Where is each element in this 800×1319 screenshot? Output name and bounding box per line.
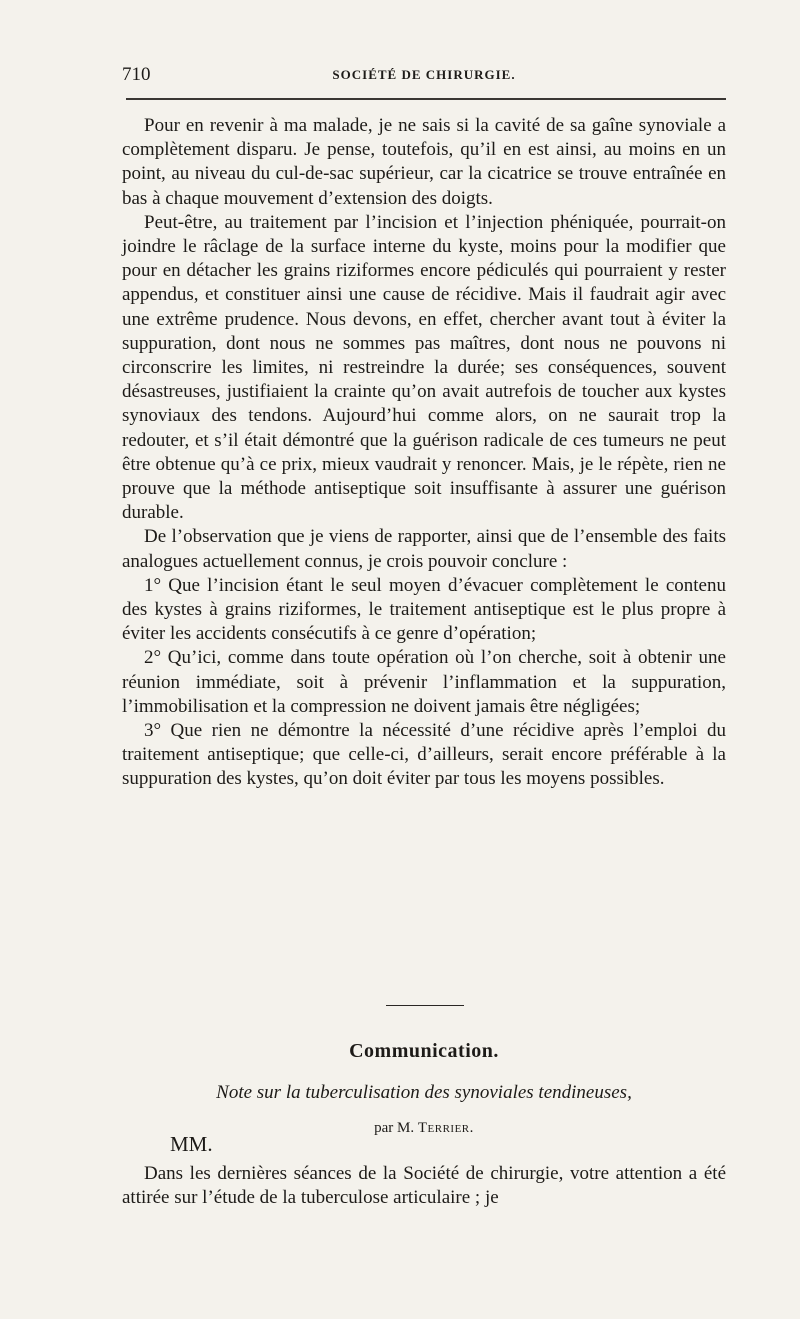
section-separator [386, 1005, 464, 1006]
running-head [122, 64, 726, 92]
paragraph: De l’observation que je viens de rapporter, ainsi que de l’ensemble des faits analogues actuellement connus, je crois pouvoir conclure : [122, 526, 726, 572]
conclusion-item: 3° Que rien ne démontre la nécessité d’une récidive après l’emploi du traitement antiseptique; que celle-ci, d’ailleurs, serait encore préférable à la suppuration des kystes, qu’on doit éviter par tous les moyens possibles. [122, 720, 726, 790]
paragraph: Dans les dernières séances de la Société de chirurgie, votre attention a été attirée sur l’étude de la tuberculose articulaire ; je [122, 1163, 726, 1209]
section-heading: Communication. [349, 1040, 499, 1062]
running-title: SOCIÉTÉ DE CHIRURGIE. [332, 67, 516, 82]
closing-text [122, 1162, 726, 1210]
note-title: Note sur la tuberculisation des synoviales tendineuses, [216, 1082, 632, 1103]
conclusion-item: 1° Que l’incision étant le seul moyen d’évacuer complètement le contenu des kystes à grains riziformes, le traitement antiseptique est le plus propre à éviter les accidents consécutifs à ce genre d’opération; [122, 574, 726, 645]
paragraph: Pour en revenir à ma malade, je ne sais si la cavité de sa gaîne synoviale a complètement disparu. Je pense, toutefois, qu’il en est ainsi, au moins en un point, au niveau du cul-de-sac supérieur, car la cicatrice se trouve entraînée en bas à chaque mouvement d’extension des doigts. [122, 115, 726, 209]
body-text [122, 114, 726, 792]
conclusion-item: 2° Qu’ici, comme dans toute opération où l’on cherche, soit à obtenir une réunion immédiate, soit à prévenir l’inflammation et la suppuration, l’immobilisation et la compression ne doivent jamais être négligées; [122, 647, 726, 717]
salutation: MM. [170, 1132, 213, 1156]
author-prefix: par M. [374, 1120, 415, 1136]
page-number: 710 [122, 64, 151, 85]
paragraph: Peut-être, au traitement par l’incision et l’injection phéniquée, pourrait-on joindre le râclage de la surface interne du kyste, moins pour la modifier que pour en détacher les grains riziformes encore pédiculés qui pourraient y rester appendus, et constituer ainsi une cause de récidive. Mais il faudrait agir avec une extrême prudence. Nous devons, en effet, chercher avant tout à éviter la suppuration, dont nous ne sommes pas maîtres, dont nous ne pouvons ni circonscrire les limites, ni restreindre la durée; ses conséquences, souvent désastreuses, justifiaient la crainte qu’on avait autrefois de toucher aux kystes synoviaux des tendons. Aujourd’hui comme alors, on ne saurait trop la redouter, et s’il était démontré que la guérison radicale de ces tumeurs ne peut être obtenue qu’à ce prix, mieux vaudrait y renoncer. Mais, je le répète, rien ne prouve que la méthode antiseptique soit insuffisante à assurer une guérison durable. [122, 211, 726, 524]
header-rule [126, 98, 726, 100]
author-name: Terrier. [417, 1120, 474, 1136]
